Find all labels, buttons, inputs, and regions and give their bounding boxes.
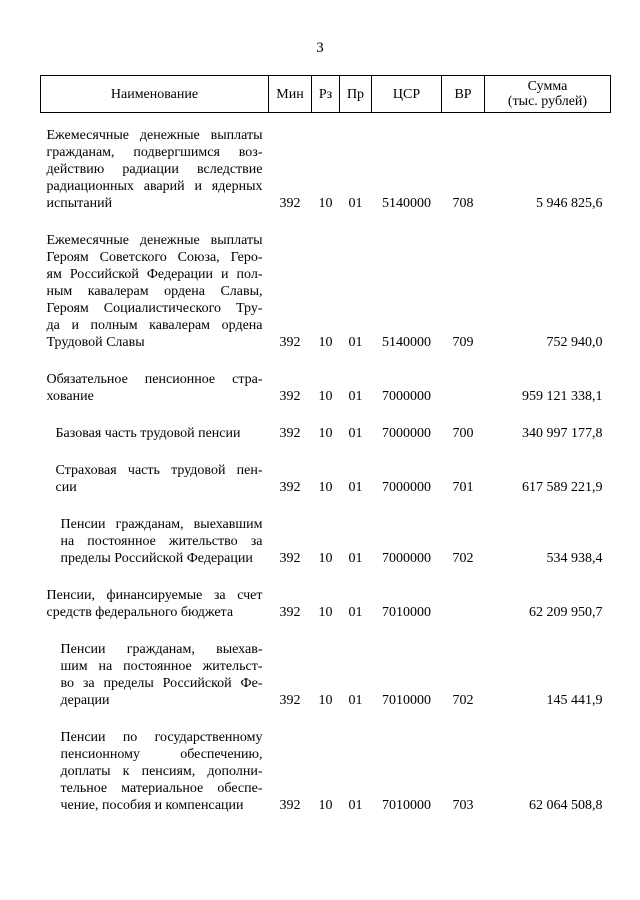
row-pr: 01 [348, 551, 363, 566]
row-name-line: пенсионному обеспечению, [60, 747, 263, 762]
row-name-line: действию радиации вследствие [46, 162, 263, 177]
table-row [41, 212, 611, 351]
table-header [41, 76, 611, 113]
row-name-line: Базовая часть трудовой пенсии [55, 426, 241, 441]
row-name-line: Пенсии гражданам, выехав- [60, 642, 263, 657]
row-name-line: Ежемесячные денежные выплаты [46, 233, 263, 248]
header-sum [485, 76, 611, 113]
row-name-line: на постоянное жительство за [60, 534, 263, 549]
row-csr: 7010000 [382, 693, 431, 708]
table-row [41, 442, 611, 496]
header-csr: ЦСР [372, 76, 442, 113]
row-name [41, 621, 269, 709]
row-csr: 7010000 [382, 798, 431, 813]
row-sum: 62 064 508,8 [529, 798, 603, 813]
row-pr: 01 [348, 389, 363, 404]
row-name [41, 212, 269, 351]
row-min: 392 [279, 480, 301, 495]
table-row [41, 113, 611, 213]
row-vr [442, 567, 485, 621]
row-min: 392 [279, 426, 301, 441]
row-pr: 01 [348, 426, 363, 441]
budget-table [40, 75, 611, 814]
row-name [41, 113, 269, 213]
row-rz: 10 [318, 196, 333, 211]
row-vr: 703 [452, 798, 474, 813]
row-name-line: доплаты к пенсиям, дополни- [60, 764, 263, 779]
row-pr: 01 [348, 605, 363, 620]
row-name [41, 709, 269, 814]
row-rz: 10 [318, 693, 333, 708]
header-name: Наименование [41, 76, 269, 113]
header-pr: Пр [340, 76, 372, 113]
row-name-line: тельное материальное обеспе- [60, 781, 263, 796]
row-name-line: Трудовой Славы [46, 335, 145, 350]
row-min: 392 [279, 551, 301, 566]
row-name-line: Пенсии по государственному [60, 730, 263, 745]
row-vr: 702 [452, 551, 474, 566]
table-row [41, 405, 611, 442]
row-name [41, 405, 269, 442]
row-name-line: ным кавалерам ордена Славы, [46, 284, 263, 299]
row-csr: 5140000 [382, 196, 431, 211]
row-rz: 10 [318, 551, 333, 566]
row-rz: 10 [318, 389, 333, 404]
row-rz: 10 [318, 426, 333, 441]
header-rz: Рз [312, 76, 340, 113]
row-name-line: Страховая часть трудовой пен- [55, 463, 263, 478]
row-sum: 62 209 950,7 [529, 605, 603, 620]
row-min: 392 [279, 798, 301, 813]
row-name-line: Героям Социалистического Тру- [46, 301, 263, 316]
row-name-line: да и полным кавалерам ордена [46, 318, 263, 333]
row-name-line: Обязательное пенсионное стра- [46, 372, 263, 387]
row-name-line: пределы Российской Федерации [60, 551, 253, 566]
row-sum: 145 441,9 [546, 693, 603, 708]
row-name-line: гражданам, подвергшимся воз- [46, 145, 263, 160]
row-csr: 7000000 [382, 551, 431, 566]
row-csr: 7000000 [382, 426, 431, 441]
row-name [41, 496, 269, 567]
row-name-line: во за пределы Российской Фе- [60, 676, 263, 691]
row-pr: 01 [348, 693, 363, 708]
row-name [41, 442, 269, 496]
row-min: 392 [279, 196, 301, 211]
row-rz: 10 [318, 798, 333, 813]
header-min: Мин [269, 76, 312, 113]
row-sum: 340 997 177,8 [522, 426, 603, 441]
table-row [41, 351, 611, 405]
row-sum: 959 121 338,1 [522, 389, 603, 404]
row-name-line: Пенсии, финансируемые за счет [46, 588, 263, 603]
header-sum-line2: (тыс. рублей) [507, 94, 588, 109]
row-pr: 01 [348, 480, 363, 495]
row-csr: 7000000 [382, 389, 431, 404]
row-csr: 7010000 [382, 605, 431, 620]
row-name-line: Ежемесячные денежные выплаты [46, 128, 263, 143]
row-pr: 01 [348, 798, 363, 813]
row-sum: 534 938,4 [546, 551, 603, 566]
row-name-line: шим на постоянное жительст- [60, 659, 263, 674]
row-rz: 10 [318, 605, 333, 620]
row-rz: 10 [318, 335, 333, 350]
row-sum: 752 940,0 [546, 335, 603, 350]
row-sum: 5 946 825,6 [536, 196, 603, 211]
row-name-line: средств федерального бюджета [46, 605, 234, 620]
row-sum: 617 589 221,9 [522, 480, 603, 495]
row-name-line: ям Российской Федерации и пол- [46, 267, 263, 282]
table-row [41, 621, 611, 709]
row-name-line: дерации [60, 693, 110, 708]
row-min: 392 [279, 605, 301, 620]
row-name-line: сии [55, 480, 77, 495]
row-name-line: чение, пособия и компенсации [60, 798, 244, 813]
header-sum-line1: Сумма [527, 79, 568, 94]
row-pr: 01 [348, 335, 363, 350]
table-row [41, 496, 611, 567]
table-row [41, 709, 611, 814]
row-min: 392 [279, 335, 301, 350]
row-vr: 702 [452, 693, 474, 708]
row-vr: 708 [452, 196, 474, 211]
row-min: 392 [279, 693, 301, 708]
row-vr: 701 [452, 480, 474, 495]
header-vr: ВР [442, 76, 485, 113]
row-name-line: Пенсии гражданам, выехавшим [60, 517, 263, 532]
row-name-line: Героям Советского Союза, Геро- [46, 250, 263, 265]
row-name-line: хование [46, 389, 94, 404]
row-vr: 709 [452, 335, 474, 350]
row-vr: 700 [452, 426, 474, 441]
table-body [41, 113, 611, 815]
page-number: 3 [316, 40, 324, 56]
table-row [41, 567, 611, 621]
row-csr: 5140000 [382, 335, 431, 350]
row-name [41, 351, 269, 405]
row-rz: 10 [318, 480, 333, 495]
row-vr [442, 351, 485, 405]
row-name-line: испытаний [46, 196, 113, 211]
row-pr: 01 [348, 196, 363, 211]
row-min: 392 [279, 389, 301, 404]
row-name [41, 567, 269, 621]
row-csr: 7000000 [382, 480, 431, 495]
row-name-line: радиационных аварий и ядерных [46, 179, 263, 194]
